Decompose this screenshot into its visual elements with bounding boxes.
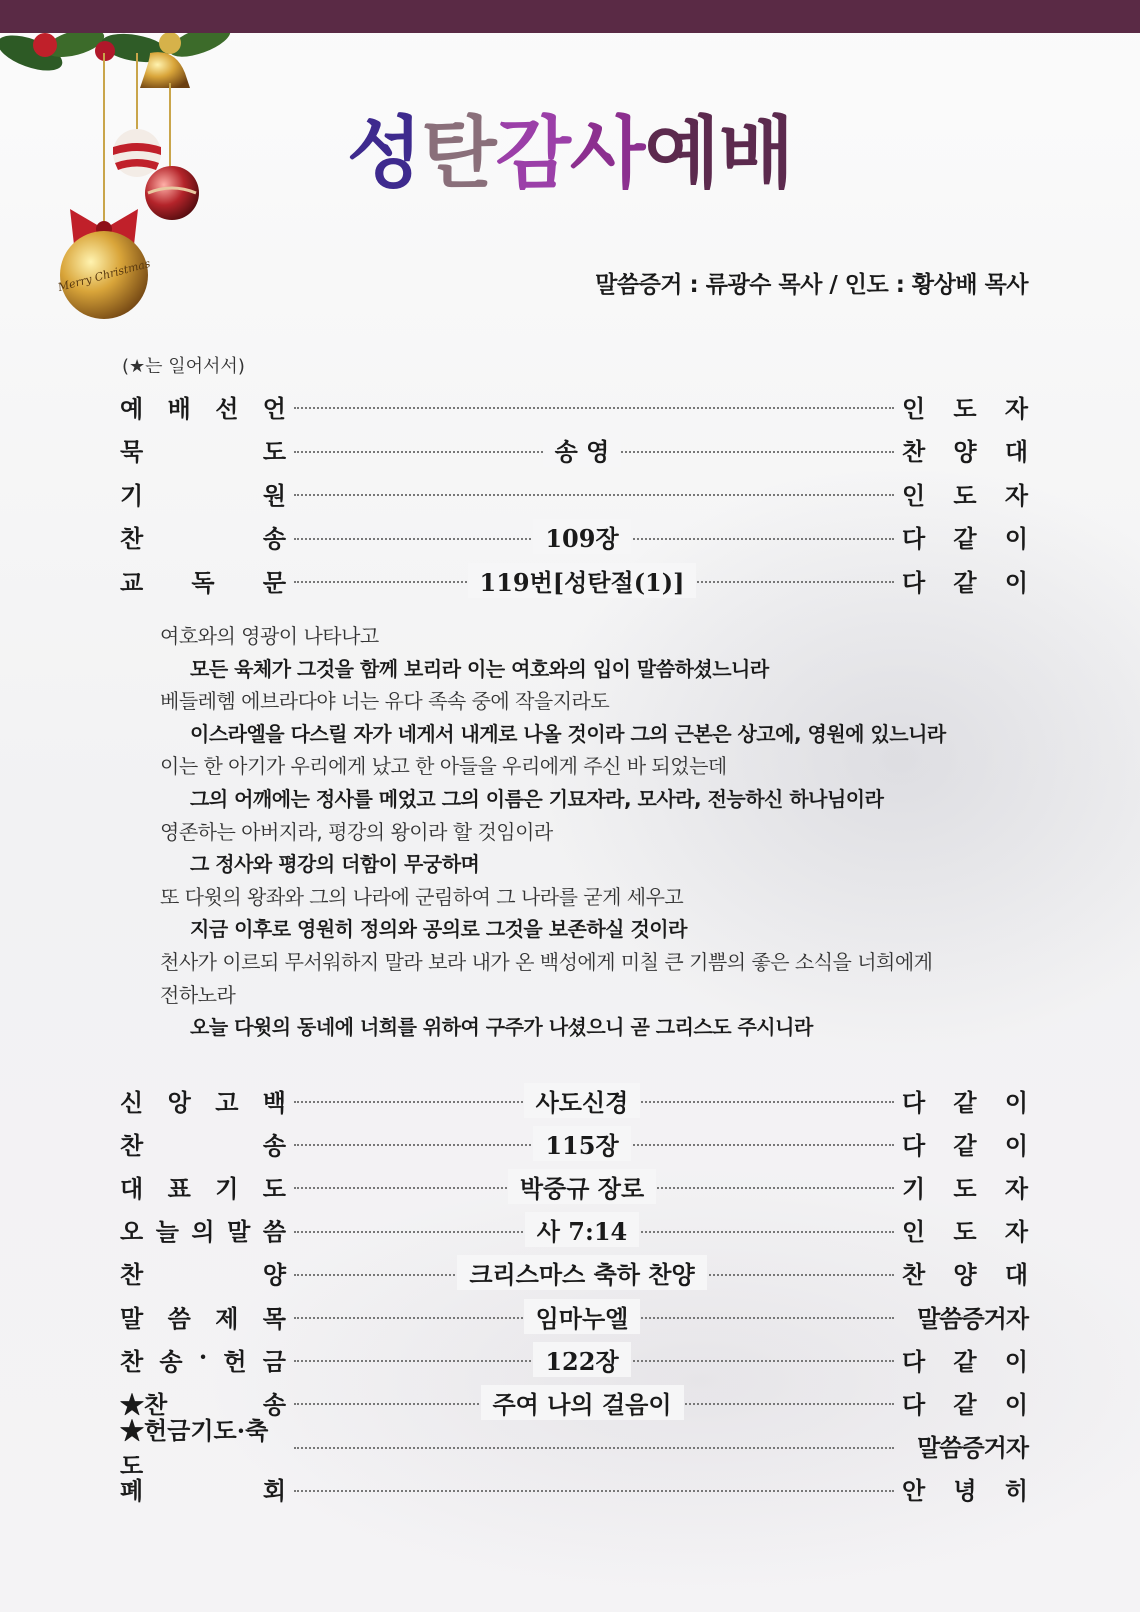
order-role-char: 이 xyxy=(1004,1130,1028,1160)
order-label-char: 찬 xyxy=(120,524,144,553)
order-role-char: 대 xyxy=(1004,437,1028,466)
gold-ball-icon xyxy=(56,231,152,319)
responsive-reading xyxy=(160,620,1000,1044)
order-role xyxy=(902,432,1028,467)
dotted-leader xyxy=(294,1144,894,1146)
dotted-leader xyxy=(294,494,894,496)
order-label-char: 헌 xyxy=(223,1346,247,1376)
order-role-char: 이 xyxy=(1004,1389,1028,1419)
order-label-char: 씀 xyxy=(262,1217,286,1247)
reading-line-people: 지금 이후로 영원히 정의와 공의로 그것을 보존하실 것이라 xyxy=(190,917,687,942)
order-label xyxy=(120,1212,286,1247)
order-role-char: 자 xyxy=(1004,1217,1028,1247)
order-role-char: 이 xyxy=(1004,1087,1028,1117)
order-role-char: 다 xyxy=(902,1346,926,1376)
order-content-wrap xyxy=(286,1166,878,1206)
order-row xyxy=(120,1296,1028,1336)
order-role xyxy=(902,1126,1028,1161)
dotted-leader xyxy=(294,1187,894,1189)
order-label-char: ★헌금기도·축도 xyxy=(120,1415,269,1480)
order-row xyxy=(120,1210,1028,1250)
order-row xyxy=(120,560,1028,600)
order-label-char: 송 xyxy=(159,1346,183,1376)
order-content-wrap xyxy=(286,1253,878,1293)
order-label xyxy=(120,1083,286,1118)
order-role-char: 인 xyxy=(902,480,926,510)
order-label-char: 원 xyxy=(262,480,286,510)
reading-line-leader: 영존하는 아버지라, 평강의 왕이라 할 것임이라 xyxy=(160,819,553,844)
order-content: 119번[성탄절(1)] xyxy=(468,563,697,598)
order-row xyxy=(120,1253,1028,1293)
order-label xyxy=(120,432,286,467)
order-label-char: ★찬 xyxy=(120,1389,168,1419)
order-role-char: 히 xyxy=(1004,1476,1028,1506)
order-content: 임마누엘 xyxy=(524,1299,641,1334)
order-label xyxy=(120,1169,286,1204)
title-char: 성 xyxy=(346,109,422,199)
order-content-wrap xyxy=(286,1339,878,1379)
title-char: 배 xyxy=(718,109,794,199)
order-content-wrap xyxy=(286,430,878,470)
order-label-char: 기 xyxy=(215,1173,239,1203)
dotted-leader xyxy=(294,1403,894,1405)
reading-line-leader: 또 다윗의 왕좌와 그의 나라에 군림하여 그 나라를 굳게 세우고 xyxy=(160,884,684,909)
order-role-char: 자 xyxy=(1004,480,1028,510)
dotted-leader xyxy=(294,581,894,583)
order-content: 송 영 xyxy=(543,432,622,467)
order-role xyxy=(902,1212,1028,1247)
order-role xyxy=(902,1169,1028,1204)
order-role xyxy=(902,1342,1028,1377)
order-label-char: 목 xyxy=(262,1303,286,1333)
order-label-char: 말 xyxy=(120,1303,144,1333)
order-content: 박중규 장로 xyxy=(508,1169,656,1204)
reading-line-leader: 여호와의 영광이 나타나고 xyxy=(160,624,379,648)
standing-note: (★는 일어서서) xyxy=(122,356,245,377)
order-role-char: 이 xyxy=(1004,1346,1028,1376)
order-role-char: 양 xyxy=(953,1260,977,1290)
reading-line-leader: 전하노라 xyxy=(160,982,236,1007)
order-row xyxy=(120,386,1028,426)
order-row xyxy=(120,1415,1028,1480)
order-label xyxy=(120,1299,286,1334)
order-label-char: 금 xyxy=(262,1346,286,1376)
order-label-char: 백 xyxy=(262,1087,286,1117)
order-label xyxy=(120,476,286,511)
order-role xyxy=(902,1255,1028,1290)
order-role-char: 찬 xyxy=(902,1260,926,1290)
order-label-char: 송 xyxy=(262,524,286,553)
order-role-char: 이 xyxy=(1004,524,1028,553)
order-label-char: 고 xyxy=(215,1087,239,1117)
officiants-line: 말씀증거 : 류광수 목사 / 인도 : 황상배 목사 xyxy=(595,272,1028,298)
order-row xyxy=(120,1080,1028,1120)
order-label-char: · xyxy=(198,1341,208,1371)
order-role-char: 말씀증거자 xyxy=(917,1303,1028,1333)
order-content: 122장 xyxy=(533,1342,630,1377)
order-label-char: 신 xyxy=(120,1087,144,1117)
order-label-char: 표 xyxy=(167,1173,191,1203)
order-label-char: 늘 xyxy=(155,1217,179,1247)
order-label-char: 배 xyxy=(167,393,191,423)
order-content: 109장 xyxy=(533,519,630,554)
order-label xyxy=(120,1255,286,1290)
order-content: 115장 xyxy=(533,1126,630,1161)
order-role-char: 기 xyxy=(902,1173,926,1203)
order-label-char: 폐 xyxy=(120,1476,144,1506)
order-role-char: 찬 xyxy=(902,437,926,466)
order-role-char: 양 xyxy=(953,437,977,466)
order-content-wrap xyxy=(286,1210,878,1250)
order-role xyxy=(902,1471,1028,1506)
order-label-char: 오 xyxy=(120,1217,144,1247)
order-label xyxy=(120,563,286,598)
order-row xyxy=(120,1339,1028,1379)
order-row xyxy=(120,1123,1028,1163)
order-role-char: 다 xyxy=(902,1130,926,1160)
order-label-char: 씀 xyxy=(167,1303,191,1333)
order-label xyxy=(120,389,286,424)
order-role xyxy=(902,1385,1028,1420)
reading-line-people: 이스라엘을 다스릴 자가 네게서 내게로 나올 것이라 그의 근본은 상고에, 영원에 있느니라 xyxy=(190,721,946,746)
order-content-wrap xyxy=(286,1296,878,1336)
order-label xyxy=(120,1471,286,1506)
dotted-leader xyxy=(294,1231,894,1233)
order-label-char: 교 xyxy=(120,567,144,597)
order-role-char: 다 xyxy=(902,567,926,597)
title-char: 감 xyxy=(495,109,570,199)
dotted-leader xyxy=(294,1317,894,1319)
order-label xyxy=(120,1342,286,1377)
order-label-char: 찬 xyxy=(120,1260,144,1290)
order-label-char: 대 xyxy=(120,1173,144,1203)
order-role-char: 인 xyxy=(902,393,926,423)
order-label-char: 제 xyxy=(215,1303,239,1333)
top-band xyxy=(0,0,1140,33)
reading-line-people: 오늘 다윗의 동네에 너희를 위하여 구주가 나셨으니 곧 그리스도 주시니라 xyxy=(190,1015,813,1040)
order-content: 주여 나의 걸음이 xyxy=(481,1385,684,1420)
reading-line-people: 그 정사와 평강의 더함이 무궁하며 xyxy=(190,852,480,877)
order-row xyxy=(120,1469,1028,1509)
order-role-char: 인 xyxy=(902,1217,926,1247)
reading-line-leader: 이는 한 아기가 우리에게 났고 한 아들을 우리에게 주신 바 되었는데 xyxy=(160,754,727,779)
order-content-wrap xyxy=(286,1123,878,1163)
order-role-char: 도 xyxy=(953,393,977,423)
order-role-char: 대 xyxy=(1004,1260,1028,1290)
ball-text: Merry Christmas xyxy=(56,256,152,295)
order-label-char: 문 xyxy=(262,567,286,597)
order-content-wrap xyxy=(286,517,878,557)
dotted-leader xyxy=(294,538,894,540)
order-label-char: 묵 xyxy=(120,437,144,466)
order-label-char: 송 xyxy=(262,1389,286,1419)
order-role-char: 같 xyxy=(953,1087,977,1117)
title-char: 예 xyxy=(644,109,719,199)
dotted-leader xyxy=(294,407,894,409)
order-role xyxy=(902,563,1028,598)
order-content: 사도신경 xyxy=(524,1083,641,1118)
order-role-char: 도 xyxy=(953,480,977,510)
order-role xyxy=(902,1299,1028,1334)
order-role-char: 녕 xyxy=(953,1476,977,1506)
order-role-char: 다 xyxy=(902,524,926,553)
order-label-char: 찬 xyxy=(120,1130,144,1160)
order-content: 크리스마스 축하 찬양 xyxy=(457,1255,706,1290)
order-role-char: 이 xyxy=(1004,567,1028,597)
dotted-leader xyxy=(294,1101,894,1103)
page-title xyxy=(0,108,1140,202)
order-label-char: 도 xyxy=(262,437,286,466)
dotted-leader xyxy=(294,451,894,453)
reading-line-leader: 베들레헴 에브라다야 너는 유다 족속 중에 작을지라도 xyxy=(160,689,610,714)
dotted-leader xyxy=(294,1274,894,1276)
order-role-char: 안 xyxy=(902,1476,926,1506)
order-label-char: 말 xyxy=(227,1217,251,1247)
title-char: 탄 xyxy=(421,109,496,199)
order-label-char: 찬 xyxy=(120,1346,144,1376)
order-label xyxy=(120,519,286,554)
order-role-char: 같 xyxy=(953,524,977,553)
order-label-char: 언 xyxy=(262,393,286,423)
order-label-char: 선 xyxy=(215,393,239,423)
order-label-char: 기 xyxy=(120,480,144,510)
order-role-char: 말씀증거자 xyxy=(917,1433,1028,1463)
order-role-char: 도 xyxy=(953,1173,977,1203)
order-role-char: 같 xyxy=(953,1346,977,1376)
order-role xyxy=(902,1083,1028,1118)
order-role-char: 도 xyxy=(953,1217,977,1247)
holly-leaves-icon xyxy=(0,33,234,78)
order-role xyxy=(902,476,1028,511)
order-content-wrap xyxy=(286,1080,878,1120)
order-label-char: 예 xyxy=(120,393,144,423)
order-role-char: 같 xyxy=(953,1389,977,1419)
order-content-wrap xyxy=(286,560,878,600)
dotted-leader xyxy=(294,1360,894,1362)
order-label-char: 앙 xyxy=(167,1087,191,1117)
order-content: 사 7:14 xyxy=(525,1212,640,1247)
order-role xyxy=(902,1428,1028,1463)
order-row xyxy=(120,517,1028,557)
order-role-char: 같 xyxy=(953,567,977,597)
order-content-wrap xyxy=(286,1382,878,1422)
order-label-char: 양 xyxy=(262,1260,286,1290)
order-label-char: 송 xyxy=(262,1130,286,1160)
order-label-char: 회 xyxy=(262,1476,286,1506)
order-role-char: 같 xyxy=(953,1130,977,1160)
order-row xyxy=(120,473,1028,513)
reading-line-leader: 천사가 이르되 무서워하지 말라 보라 내가 온 백성에게 미칠 큰 기쁨의 좋은 소식을 너희에게 xyxy=(160,949,933,974)
order-role-char: 자 xyxy=(1004,393,1028,423)
order-label xyxy=(120,1126,286,1161)
title-char: 사 xyxy=(570,109,645,199)
reading-line-people: 그의 어깨에는 정사를 메었고 그의 이름은 기묘자라, 모사라, 전능하신 하나님이라 xyxy=(190,786,884,811)
order-row xyxy=(120,1166,1028,1206)
order-role xyxy=(902,389,1028,424)
order-role xyxy=(902,519,1028,554)
dotted-leader xyxy=(294,1490,894,1492)
order-role-char: 다 xyxy=(902,1087,926,1117)
reading-line-people: 모든 육체가 그것을 함께 보리라 이는 여호와의 입이 말씀하셨느니라 xyxy=(190,656,769,681)
order-role-char: 자 xyxy=(1004,1173,1028,1203)
dotted-leader xyxy=(294,1447,894,1449)
order-label-char: 도 xyxy=(262,1173,286,1203)
order-role-char: 다 xyxy=(902,1389,926,1419)
order-row xyxy=(120,430,1028,470)
order-label-char: 독 xyxy=(191,567,215,597)
order-label-char: 의 xyxy=(191,1217,215,1247)
